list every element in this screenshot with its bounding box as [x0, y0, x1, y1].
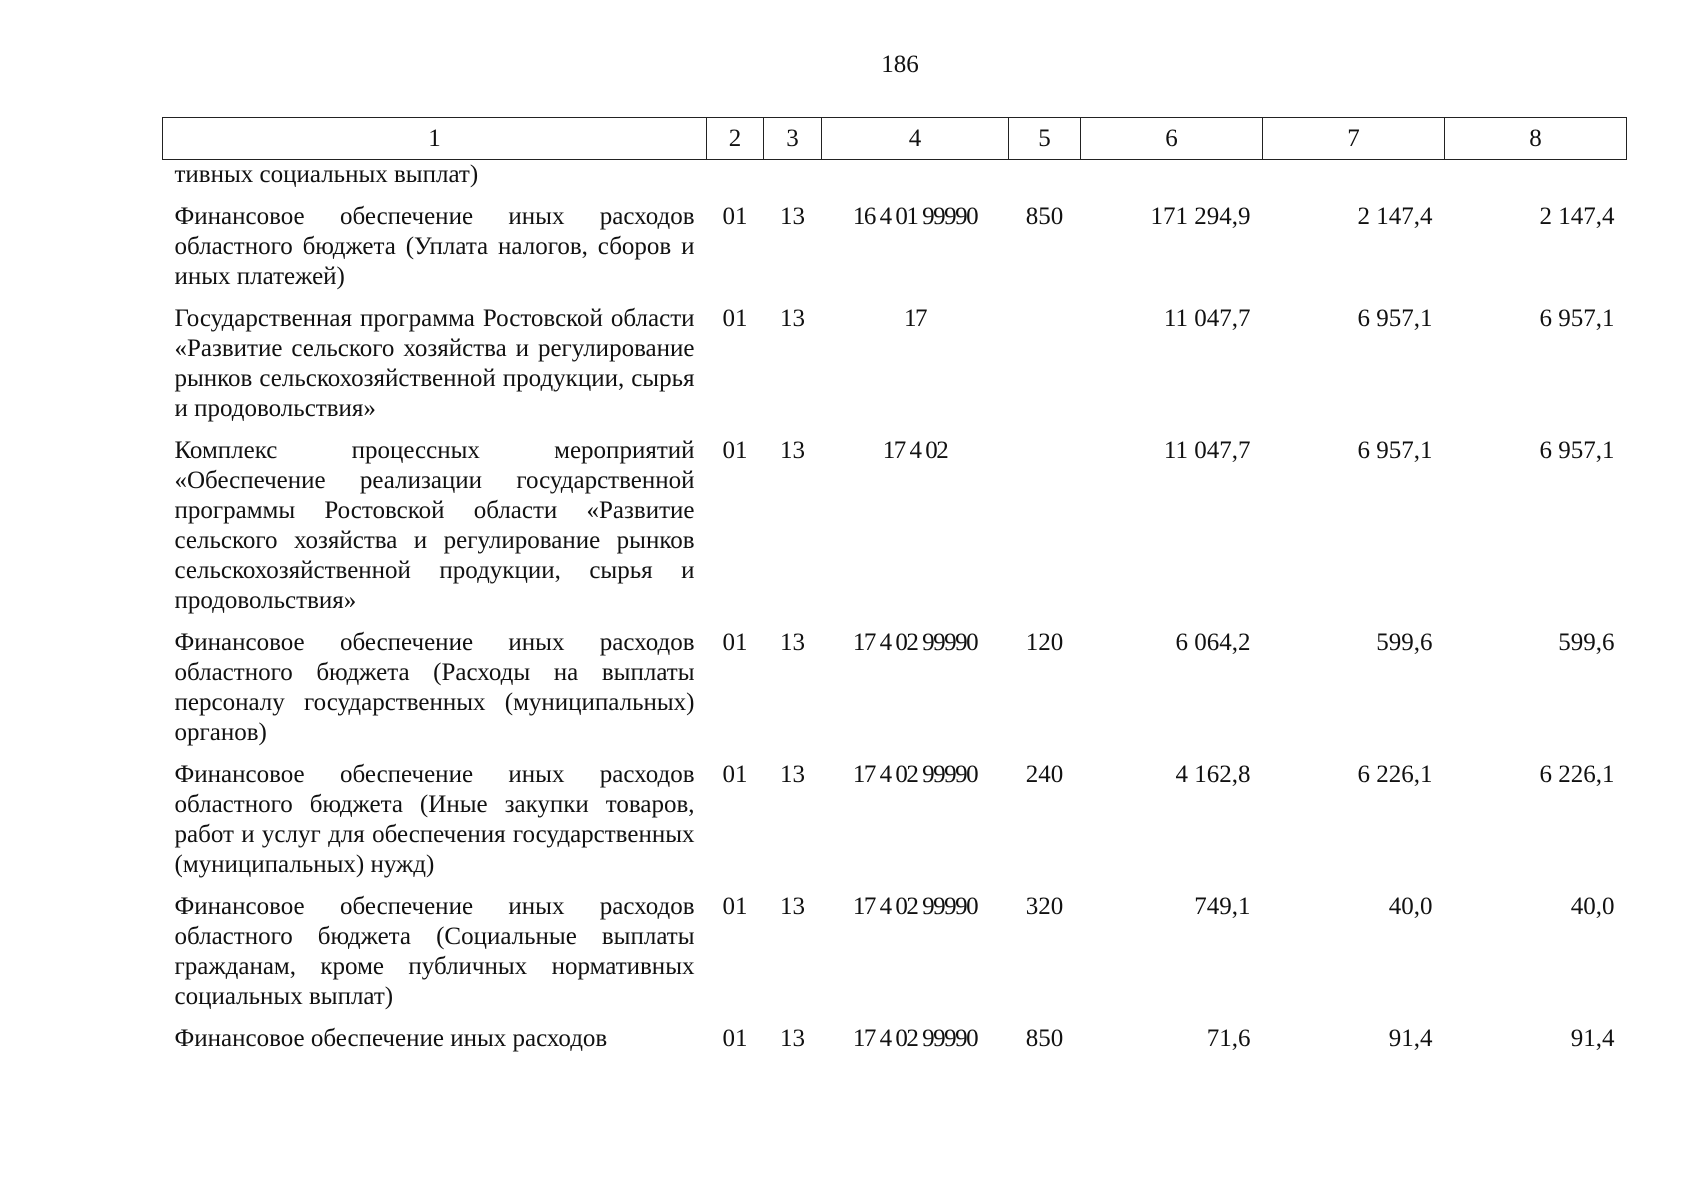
table-row [163, 760, 1627, 892]
budget-table [162, 117, 1627, 1066]
column-header-7: 7 [1263, 118, 1445, 160]
cell-section: 01 [722, 437, 748, 464]
cell-amount-col8: 91,4 [1570, 1025, 1615, 1052]
column-header-5: 5 [1009, 118, 1081, 160]
row-description: Комплекс процессных мероприятий «Обеспечение реализации государственной программы Ростовской области «Развитие сельского хозяйства и регулирование рынков сельскохозяйственной продукции, сырья и продовольствия» [174, 437, 695, 614]
cell-amount-col6: 4 162,8 [1175, 761, 1251, 788]
cell-expense-type: 850 [1025, 1025, 1064, 1052]
cell-amount-col6: 11 047,7 [1163, 305, 1251, 332]
cell-target-code: 17 4 02 [882, 437, 948, 464]
cell-expense-type: 120 [1025, 629, 1064, 656]
table-header [163, 118, 1627, 160]
cell-amount-col7: 40,0 [1388, 893, 1433, 920]
cell-amount-col7: 6 957,1 [1357, 305, 1433, 332]
table-row [163, 160, 1627, 203]
row-description: Финансовое обеспечение иных расходов областного бюджета (Расходы на выплаты персоналу государственных (муниципальных) органов) [174, 629, 695, 746]
cell-expense-type: 850 [1025, 203, 1064, 230]
cell-amount-col8: 6 957,1 [1539, 305, 1615, 332]
cell-subsection: 13 [780, 629, 805, 656]
table-row [163, 304, 1627, 436]
cell-target-code: 17 4 02 99990 [852, 893, 978, 920]
cell-amount-col8: 6 957,1 [1539, 437, 1615, 464]
cell-amount-col8: 2 147,4 [1539, 203, 1615, 230]
cell-amount-col8 [1445, 160, 1627, 203]
cell-target-code [822, 160, 1009, 203]
cell-subsection [764, 160, 822, 203]
row-description: Финансовое обеспечение иных расходов [174, 1025, 608, 1052]
row-description: тивных социальных выплат) [174, 161, 479, 188]
row-description: Финансовое обеспечение иных расходов областного бюджета (Уплата налогов, сборов и иных платежей) [174, 203, 695, 290]
column-header-3: 3 [764, 118, 822, 160]
cell-amount-col7: 6 226,1 [1357, 761, 1433, 788]
cell-section: 01 [722, 893, 748, 920]
cell-amount-col7: 6 957,1 [1357, 437, 1433, 464]
header-row [163, 118, 1627, 160]
cell-section: 01 [722, 761, 748, 788]
cell-amount-col8: 6 226,1 [1539, 761, 1615, 788]
row-description: Финансовое обеспечение иных расходов областного бюджета (Социальные выплаты гражданам, кроме публичных нормативных социальных выплат) [174, 893, 695, 1010]
cell-subsection: 13 [780, 437, 805, 464]
cell-subsection: 13 [780, 305, 805, 332]
cell-section: 01 [722, 629, 748, 656]
cell-subsection: 13 [780, 203, 805, 230]
cell-expense-type: 240 [1025, 761, 1064, 788]
cell-expense-type [1009, 436, 1081, 628]
column-header-6: 6 [1081, 118, 1263, 160]
cell-section [707, 160, 764, 203]
cell-subsection: 13 [780, 1025, 805, 1052]
cell-amount-col7: 2 147,4 [1357, 203, 1433, 230]
cell-amount-col6: 6 064,2 [1175, 629, 1251, 656]
table-row [163, 892, 1627, 1024]
page-number: 186 [881, 51, 919, 78]
cell-expense-type [1009, 160, 1081, 203]
cell-target-code: 17 4 02 99990 [852, 761, 978, 788]
cell-amount-col7 [1263, 160, 1445, 203]
cell-section: 01 [722, 203, 748, 230]
cell-amount-col6: 11 047,7 [1163, 437, 1251, 464]
table-row [163, 436, 1627, 628]
row-description: Государственная программа Ростовской области «Развитие сельского хозяйства и регулирование рынков сельскохозяйственной продукции, сырья и продовольствия» [174, 305, 695, 422]
cell-amount-col7: 599,6 [1376, 629, 1433, 656]
table-body [163, 160, 1627, 1067]
table-row [163, 1024, 1627, 1066]
cell-section: 01 [722, 305, 748, 332]
cell-target-code: 17 [904, 305, 926, 332]
cell-amount-col6: 71,6 [1206, 1025, 1251, 1052]
cell-amount-col6: 749,1 [1194, 893, 1251, 920]
cell-expense-type: 320 [1025, 893, 1064, 920]
cell-subsection: 13 [780, 893, 805, 920]
cell-amount-col7: 91,4 [1388, 1025, 1433, 1052]
cell-amount-col6 [1081, 160, 1263, 203]
row-description: Финансовое обеспечение иных расходов областного бюджета (Иные закупки товаров, работ и услуг для обеспечения государственных (муниципальных) нужд) [174, 761, 695, 878]
cell-subsection: 13 [780, 761, 805, 788]
cell-amount-col6: 171 294,9 [1150, 203, 1251, 230]
column-header-1: 1 [163, 118, 707, 160]
cell-amount-col8: 599,6 [1558, 629, 1615, 656]
cell-expense-type [1009, 304, 1081, 436]
column-header-4: 4 [822, 118, 1009, 160]
cell-amount-col8: 40,0 [1570, 893, 1615, 920]
cell-target-code: 17 4 02 99990 [852, 1025, 978, 1052]
cell-target-code: 16 4 01 99990 [852, 203, 978, 230]
table-row [163, 202, 1627, 304]
column-header-2: 2 [707, 118, 764, 160]
cell-target-code: 17 4 02 99990 [852, 629, 978, 656]
column-header-8: 8 [1445, 118, 1627, 160]
table-row [163, 628, 1627, 760]
cell-section: 01 [722, 1025, 748, 1052]
